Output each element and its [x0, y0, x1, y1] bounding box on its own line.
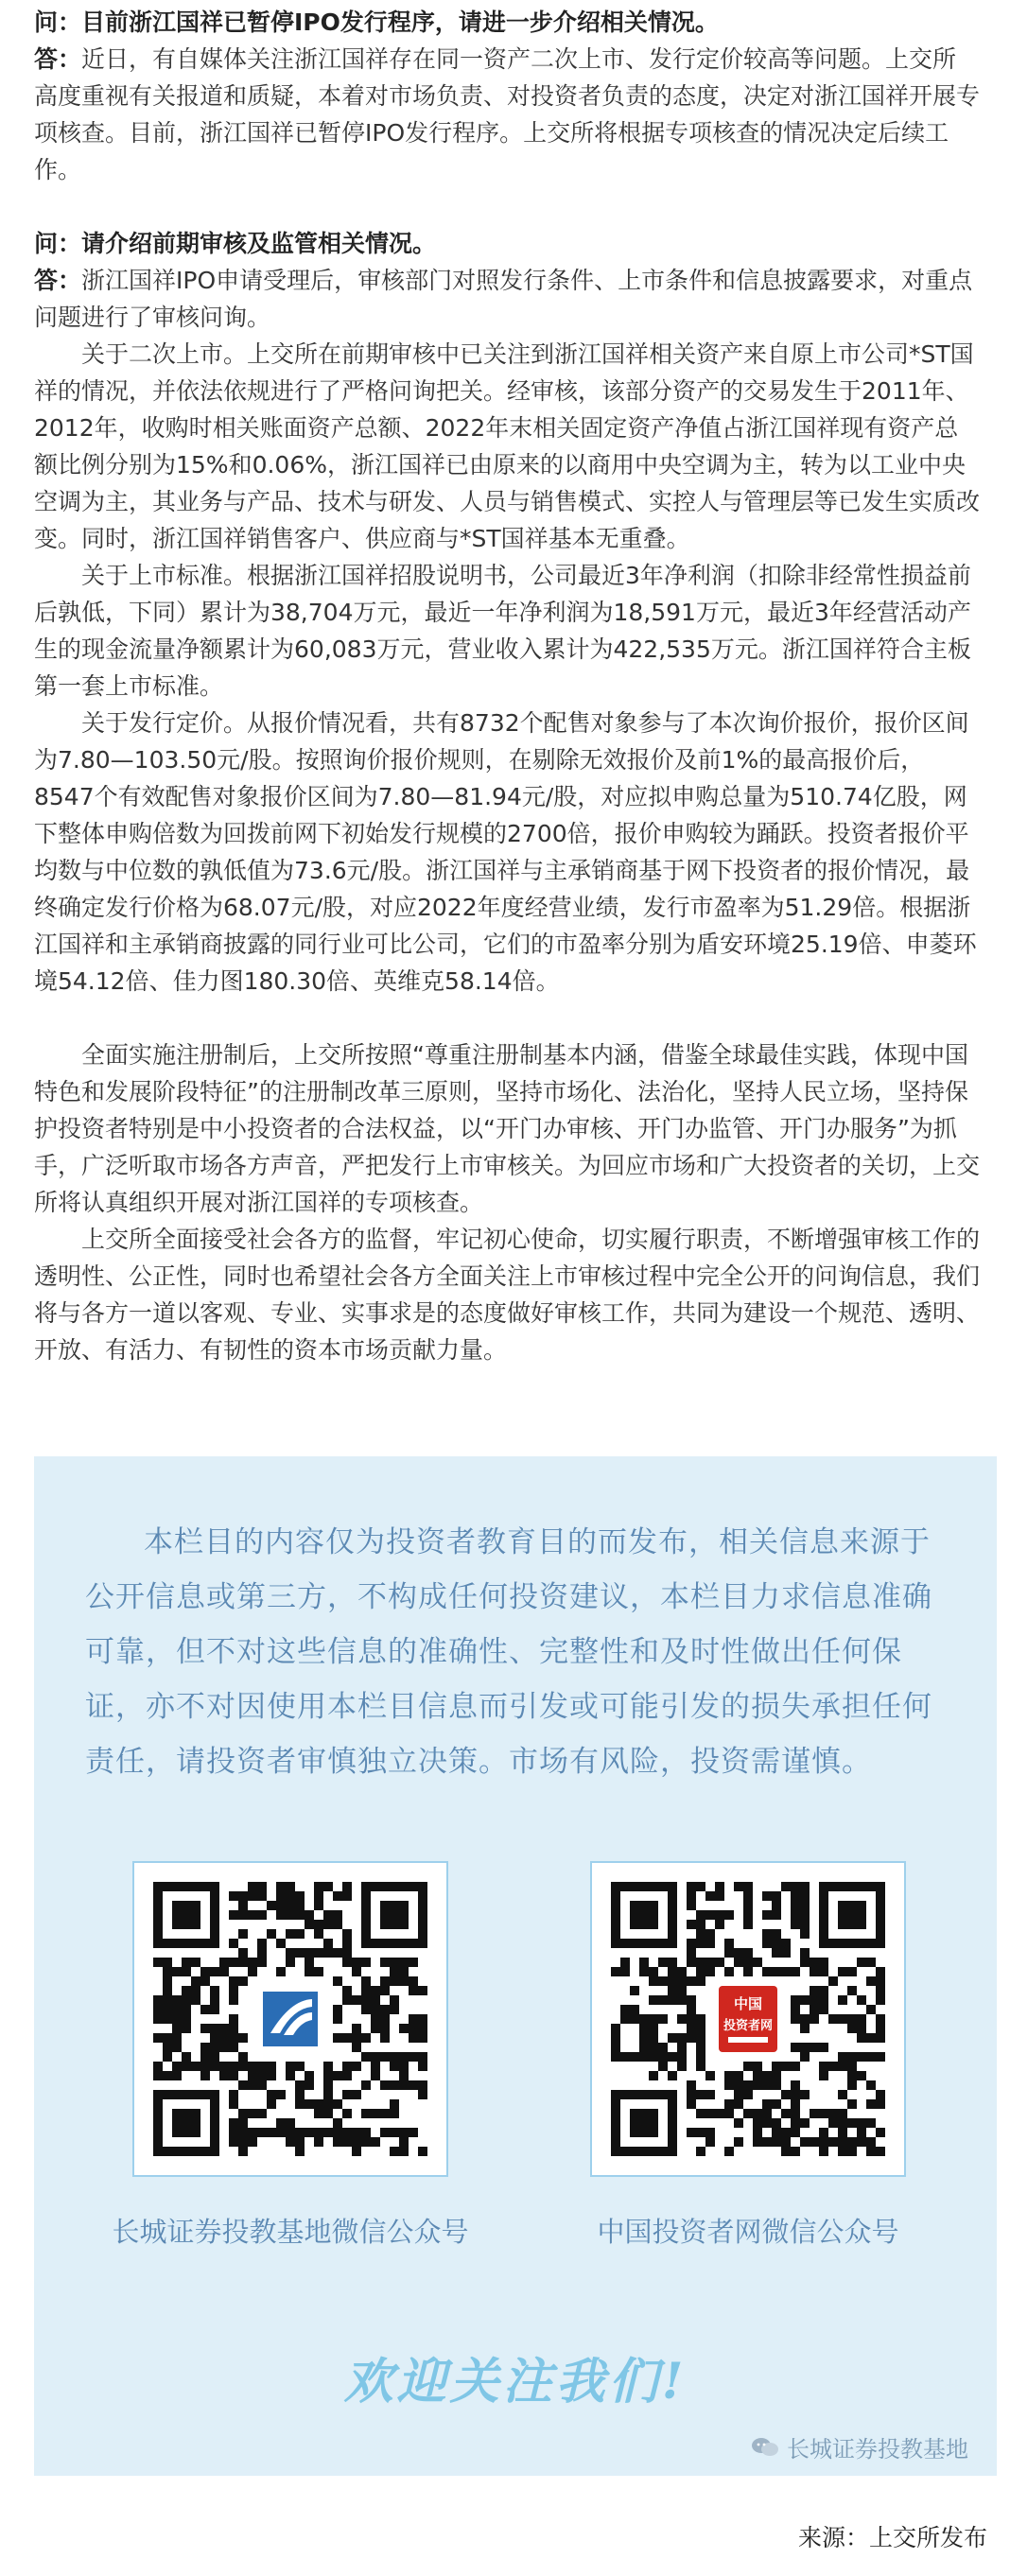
question-2: 问：请介绍前期审核及监管相关情况。 — [34, 230, 437, 257]
article-body — [34, 0, 980, 1368]
paragraph-supervision: 上交所全面接受社会各方的监督，牢记初心使命，切实履行职责，不断增强审核工作的透明性、公正性，同时也希望社会各方全面关注上市审核过程中完全公开的问询信息，我们将与各方一道以客观、专业、实事求是的态度做好审核工作，共同为建设一个规范、透明、开放、有活力、有韧性的资本市场贡献力量。 — [34, 1226, 981, 1364]
watermark-text: 长城证券投教基地 — [787, 2436, 968, 2463]
qr-code-icon — [611, 1882, 885, 2156]
paragraph-pricing: 关于发行定价。从报价情况看，共有8732个配售对象参与了本次询价报价，报价区间为7.80—103.50元/股。按照询价报价规则，在剔除无效报价及前1%的最高报价后，8547个有效配售对象报价区间为7.80—81.94元/股，对应拟申购总量为510.74亿股，网下整体申购倍数为回拨前网下初始发行规模的2700倍，报价申购较为踊跃。投资者报价平均数与中位数的孰低值为73.6元/股。浙江国祥与主承销商基于网下投资者的报价情况，最终确定发行价格为68.07元/股，对应2022年度经营业绩，发行市盈率为51.29倍。根据浙江国祥和主承销商披露的同行业可比公司，它们的市盈率分别为盾安环境25.19倍、申菱环境54.12倍、佳力图180.30倍、英维克58.14倍。 — [34, 709, 977, 995]
qr-code-investor-network[interactable] — [590, 1861, 906, 2177]
answer-label: 答： — [34, 45, 82, 73]
paragraph-listing-standard: 关于上市标准。根据浙江国祥招股说明书，公司最近3年净利润（扣除非经常性损益前后孰低，下同）累计为38,704万元，最近一年净利润为18,591万元，最近3年经营活动产生的现金流量净额累计为60,083万元，营业收入累计为422,535万元。浙江国祥符合主板第一套上市标准。 — [34, 562, 971, 700]
disclaimer-text: 本栏目的内容仅为投资者教育目的而发布，相关信息来源于公开信息或第三方，不构成任何投资建议，本栏目力求信息准确可靠，但不对这些信息的准确性、完整性和及时性做出任何保证，亦不对因使用本栏目信息而引发或可能引发的损失承担任何责任，请投资者审慎独立决策。市场有风险，投资需谨慎。 — [85, 1525, 932, 1779]
paragraph-second-listing: 关于二次上市。上交所在前期审核中已关注到浙江国祥相关资产来自原上市公司*ST国祥的情况，并依法依规进行了严格问询把关。经审核，该部分资产的交易发生于2011年、2012年，收购时相关账面资产总额、2022年末相关固定资产净值占浙江国祥现有资产总额比例分别为15%和0.06%，浙江国祥已由原来的以商用中央空调为主，转为以工业中央空调为主，其业务与产品、技术与研发、人员与销售模式、实控人与管理层等已发生实质改变。同时，浙江国祥销售客户、供应商与*ST国祥基本无重叠。 — [34, 340, 981, 552]
qr-code-changcheng[interactable] — [132, 1861, 448, 2177]
wechat-icon — [751, 2436, 779, 2459]
paragraph-registration: 全面实施注册制后，上交所按照“尊重注册制基本内涵，借鉴全球最佳实践，体现中国特色和发展阶段特征”的注册制改革三原则，坚持市场化、法治化，坚持人民立场，坚持保护投资者特别是中小投资者的合法权益，以“开门办审核、开门办监管、开门办服务”为抓手，广泛听取市场各方声音，严把发行上市审核关。为回应市场和广大投资者的关切，上交所将认真组织开展对浙江国祥的专项核查。 — [34, 1041, 981, 1216]
source-credit: 来源：上交所发布 — [797, 2524, 987, 2551]
answer-2 — [34, 262, 980, 336]
qr-caption-changcheng: 长城证券投教基地微信公众号 — [112, 2216, 469, 2248]
wechat-watermark — [751, 2430, 968, 2463]
qr-code-icon — [153, 1882, 427, 2156]
welcome-slogan: 欢迎关注我们! — [343, 2353, 688, 2411]
investor-notice-panel — [34, 1456, 997, 2476]
svg-text:投资者网: 投资者网 — [723, 2019, 774, 2033]
qr-caption-investor-network: 中国投资者网微信公众号 — [597, 2216, 899, 2248]
svg-text:中国: 中国 — [733, 1995, 763, 2012]
answer-1-text: 近日，有自媒体关注浙江国祥存在同一资产二次上市、发行定价较高等问题。上交所高度重视有关报道和质疑，本着对市场负责、对投资者负责的态度，决定对浙江国祥开展专项核查。目前，浙江国祥已暂停IPO发行程序。上交所将根据专项核查的情况决定后续工作。 — [34, 45, 981, 183]
answer-2-text: 浙江国祥IPO申请受理后，审核部门对照发行条件、上市条件和信息披露要求，对重点问题进行了审核问询。 — [34, 267, 973, 331]
answer-1 — [34, 41, 980, 188]
answer-label: 答： — [34, 267, 82, 294]
question-1: 问：目前浙江国祥已暂停IPO发行程序，请进一步介绍相关情况。 — [34, 9, 719, 36]
